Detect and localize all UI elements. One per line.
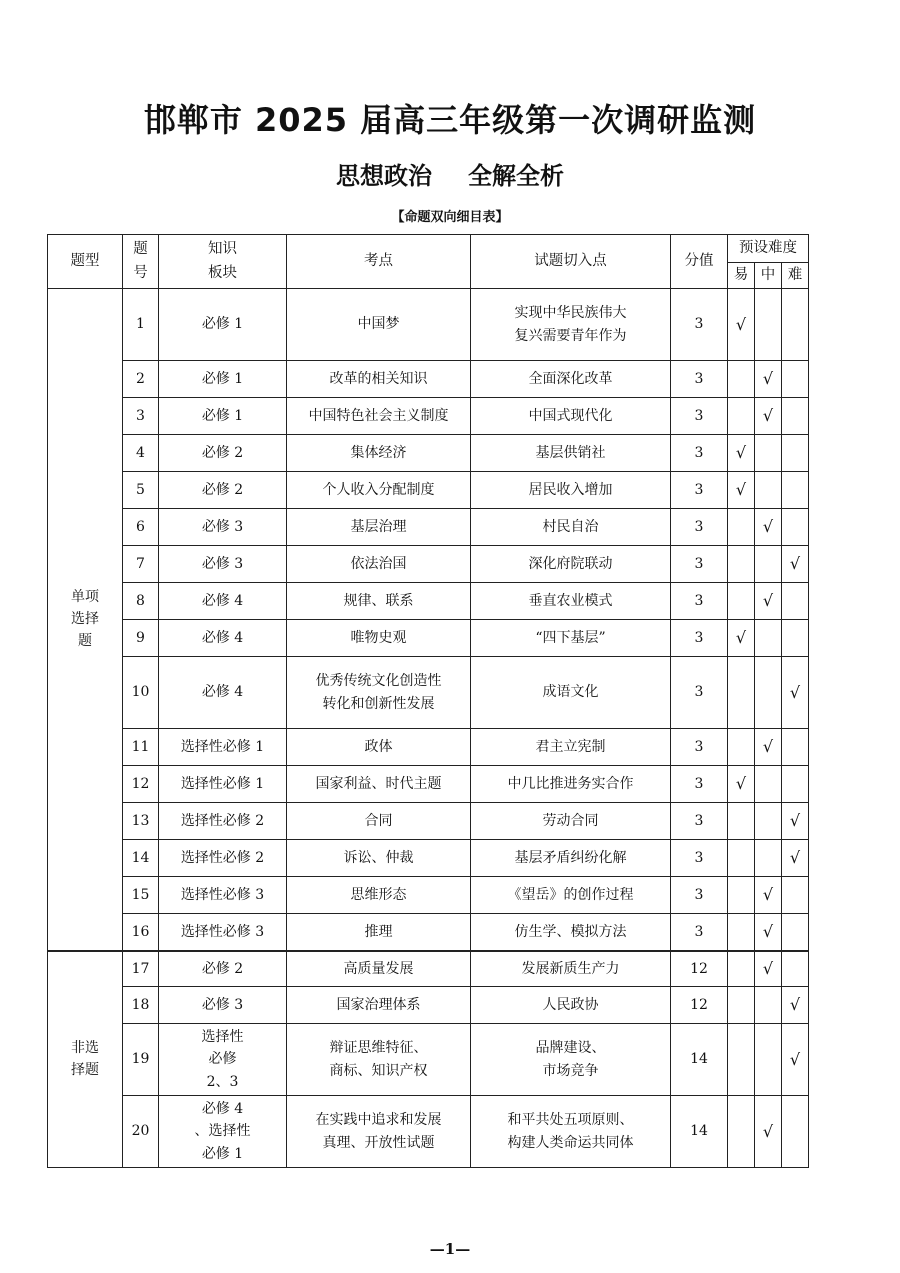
exam-point-cell: 国家利益、时代主题	[287, 766, 471, 803]
question-number-cell: 2	[123, 361, 159, 398]
table-row	[48, 914, 809, 951]
entry-point-cell: 中国式现代化	[471, 398, 671, 435]
difficulty-medium-cell	[755, 546, 782, 583]
question-number-cell: 1	[123, 289, 159, 361]
difficulty-hard-cell	[782, 472, 809, 509]
entry-point-cell: 成语文化	[471, 657, 671, 729]
entry-point-cell: “四下基层”	[471, 620, 671, 657]
knowledge-module-cell: 选择性 必修 2、3	[159, 1024, 287, 1096]
check-mark-icon: √	[789, 848, 801, 868]
table-row	[48, 361, 809, 398]
subject-name: 思想政治	[336, 162, 432, 190]
question-number-cell: 12	[123, 766, 159, 803]
knowledge-module-cell: 必修 4 、选择性 必修 1	[159, 1096, 287, 1168]
score-cell: 3	[671, 546, 728, 583]
difficulty-medium-cell	[755, 914, 782, 951]
difficulty-medium-cell	[755, 951, 782, 987]
exam-point-cell: 诉讼、仲裁	[287, 840, 471, 877]
header-type: 题型	[48, 235, 123, 289]
knowledge-module-cell: 选择性必修 1	[159, 729, 287, 766]
knowledge-module-cell: 必修 4	[159, 657, 287, 729]
knowledge-module-cell: 必修 1	[159, 361, 287, 398]
difficulty-medium-cell	[755, 877, 782, 914]
difficulty-hard-cell	[782, 620, 809, 657]
knowledge-module-cell: 必修 3	[159, 546, 287, 583]
difficulty-easy-cell	[728, 1096, 755, 1168]
difficulty-hard-cell	[782, 546, 809, 583]
score-cell: 3	[671, 803, 728, 840]
difficulty-easy-cell	[728, 1024, 755, 1096]
exam-point-cell: 中国梦	[287, 289, 471, 361]
check-mark-icon: √	[735, 480, 747, 500]
knowledge-module-cell: 必修 4	[159, 620, 287, 657]
score-cell: 3	[671, 289, 728, 361]
knowledge-module-cell: 必修 4	[159, 583, 287, 620]
entry-point-cell: 深化府院联动	[471, 546, 671, 583]
check-mark-icon: √	[789, 995, 801, 1015]
score-cell: 14	[671, 1024, 728, 1096]
table-row	[48, 803, 809, 840]
check-mark-icon: √	[789, 682, 801, 702]
knowledge-module-cell: 必修 3	[159, 509, 287, 546]
question-number-cell: 19	[123, 1024, 159, 1096]
question-number-cell: 7	[123, 546, 159, 583]
difficulty-hard-cell	[782, 435, 809, 472]
difficulty-hard-cell	[782, 951, 809, 987]
difficulty-medium-cell	[755, 398, 782, 435]
difficulty-hard-cell	[782, 361, 809, 398]
specification-table	[47, 234, 809, 1168]
difficulty-hard-cell	[782, 877, 809, 914]
difficulty-hard-cell	[782, 657, 809, 729]
score-cell: 3	[671, 509, 728, 546]
difficulty-medium-cell	[755, 766, 782, 803]
question-number-cell: 3	[123, 398, 159, 435]
score-cell: 3	[671, 729, 728, 766]
entry-point-cell: 劳动合同	[471, 803, 671, 840]
entry-point-cell: 全面深化改革	[471, 361, 671, 398]
table-row	[48, 620, 809, 657]
page-number: —1—	[429, 1240, 471, 1258]
exam-point-cell: 思维形态	[287, 877, 471, 914]
difficulty-medium-cell	[755, 729, 782, 766]
knowledge-module-cell: 必修 2	[159, 435, 287, 472]
entry-point-cell: 君主立宪制	[471, 729, 671, 766]
header-hard: 难	[782, 263, 809, 289]
check-mark-icon: √	[735, 314, 747, 334]
difficulty-medium-cell	[755, 1024, 782, 1096]
score-cell: 3	[671, 766, 728, 803]
score-cell: 3	[671, 657, 728, 729]
entry-point-cell: 《望岳》的创作过程	[471, 877, 671, 914]
question-number-cell: 8	[123, 583, 159, 620]
header-medium: 中	[755, 263, 782, 289]
exam-point-cell: 政体	[287, 729, 471, 766]
difficulty-easy-cell	[728, 620, 755, 657]
table-row	[48, 1024, 809, 1096]
difficulty-easy-cell	[728, 951, 755, 987]
difficulty-easy-cell	[728, 657, 755, 729]
exam-point-cell: 高质量发展	[287, 951, 471, 987]
header-number: 题 号	[123, 235, 159, 289]
header-point: 考点	[287, 235, 471, 289]
table-row	[48, 840, 809, 877]
header-difficulty: 预设难度	[728, 235, 809, 263]
difficulty-easy-cell	[728, 361, 755, 398]
exam-point-cell: 辩证思维特征、 商标、知识产权	[287, 1024, 471, 1096]
check-mark-icon: √	[762, 885, 774, 905]
check-mark-icon: √	[762, 406, 774, 426]
question-number-cell: 15	[123, 877, 159, 914]
score-cell: 3	[671, 472, 728, 509]
check-mark-icon: √	[762, 737, 774, 757]
score-cell: 3	[671, 914, 728, 951]
exam-point-cell: 规律、联系	[287, 583, 471, 620]
question-number-cell: 18	[123, 987, 159, 1024]
entry-point-cell: 垂直农业模式	[471, 583, 671, 620]
question-number-cell: 14	[123, 840, 159, 877]
difficulty-hard-cell	[782, 398, 809, 435]
exam-point-cell: 合同	[287, 803, 471, 840]
entry-point-cell: 实现中华民族伟大 复兴需要青年作为	[471, 289, 671, 361]
table-row	[48, 987, 809, 1024]
score-cell: 12	[671, 951, 728, 987]
entry-point-cell: 基层供销社	[471, 435, 671, 472]
question-type-cell: 单项 选择 题	[48, 289, 123, 951]
knowledge-module-cell: 选择性必修 2	[159, 803, 287, 840]
difficulty-easy-cell	[728, 472, 755, 509]
table-row	[48, 546, 809, 583]
difficulty-hard-cell	[782, 766, 809, 803]
table-row	[48, 951, 809, 987]
knowledge-module-cell: 选择性必修 2	[159, 840, 287, 877]
difficulty-medium-cell	[755, 361, 782, 398]
table-row	[48, 877, 809, 914]
exam-point-cell: 集体经济	[287, 435, 471, 472]
difficulty-hard-cell	[782, 1024, 809, 1096]
table-row	[48, 729, 809, 766]
check-mark-icon: √	[735, 628, 747, 648]
difficulty-hard-cell	[782, 803, 809, 840]
check-mark-icon: √	[762, 1121, 774, 1141]
difficulty-hard-cell	[782, 1096, 809, 1168]
question-type-cell: 非选 择题	[48, 951, 123, 1168]
difficulty-easy-cell	[728, 398, 755, 435]
check-mark-icon: √	[789, 811, 801, 831]
exam-point-cell: 国家治理体系	[287, 987, 471, 1024]
difficulty-medium-cell	[755, 289, 782, 361]
entry-point-cell: 村民自治	[471, 509, 671, 546]
knowledge-module-cell: 必修 1	[159, 289, 287, 361]
header-entry: 试题切入点	[471, 235, 671, 289]
score-cell: 3	[671, 840, 728, 877]
score-cell: 3	[671, 398, 728, 435]
exam-point-cell: 改革的相关知识	[287, 361, 471, 398]
check-mark-icon: √	[762, 958, 774, 978]
difficulty-easy-cell	[728, 729, 755, 766]
difficulty-easy-cell	[728, 914, 755, 951]
table-row	[48, 509, 809, 546]
check-mark-icon: √	[762, 517, 774, 537]
question-number-cell: 9	[123, 620, 159, 657]
table-row	[48, 398, 809, 435]
difficulty-easy-cell	[728, 509, 755, 546]
difficulty-easy-cell	[728, 766, 755, 803]
question-number-cell: 17	[123, 951, 159, 987]
score-cell: 3	[671, 877, 728, 914]
score-cell: 3	[671, 361, 728, 398]
knowledge-module-cell: 必修 3	[159, 987, 287, 1024]
check-mark-icon: √	[735, 443, 747, 463]
check-mark-icon: √	[735, 774, 747, 794]
knowledge-module-cell: 必修 2	[159, 472, 287, 509]
table-row	[48, 1096, 809, 1168]
score-cell: 3	[671, 620, 728, 657]
question-number-cell: 6	[123, 509, 159, 546]
difficulty-medium-cell	[755, 509, 782, 546]
difficulty-medium-cell	[755, 620, 782, 657]
entry-point-cell: 和平共处五项原则、 构建人类命运共同体	[471, 1096, 671, 1168]
difficulty-easy-cell	[728, 803, 755, 840]
table-row	[48, 289, 809, 361]
subtitle-tag: 全解全析	[468, 162, 564, 190]
question-number-cell: 10	[123, 657, 159, 729]
knowledge-module-cell: 选择性必修 3	[159, 914, 287, 951]
header-easy: 易	[728, 263, 755, 289]
difficulty-medium-cell	[755, 1096, 782, 1168]
difficulty-hard-cell	[782, 914, 809, 951]
check-mark-icon: √	[762, 369, 774, 389]
entry-point-cell: 发展新质生产力	[471, 951, 671, 987]
difficulty-hard-cell	[782, 289, 809, 361]
difficulty-medium-cell	[755, 583, 782, 620]
difficulty-medium-cell	[755, 435, 782, 472]
score-cell: 3	[671, 435, 728, 472]
table-row	[48, 766, 809, 803]
difficulty-easy-cell	[728, 435, 755, 472]
question-number-cell: 16	[123, 914, 159, 951]
difficulty-medium-cell	[755, 987, 782, 1024]
document-title: 邯郸市 2025 届高三年级第一次调研监测	[143, 101, 757, 139]
question-number-cell: 5	[123, 472, 159, 509]
difficulty-easy-cell	[728, 840, 755, 877]
table-caption: 【命题双向细目表】	[391, 210, 509, 225]
question-number-cell: 13	[123, 803, 159, 840]
knowledge-module-cell: 必修 1	[159, 398, 287, 435]
table-row	[48, 583, 809, 620]
knowledge-module-cell: 选择性必修 3	[159, 877, 287, 914]
difficulty-medium-cell	[755, 840, 782, 877]
difficulty-hard-cell	[782, 509, 809, 546]
knowledge-module-cell: 选择性必修 1	[159, 766, 287, 803]
check-mark-icon: √	[762, 921, 774, 941]
knowledge-module-cell: 必修 2	[159, 951, 287, 987]
entry-point-cell: 品牌建设、 市场竞争	[471, 1024, 671, 1096]
document-subtitle	[0, 156, 900, 191]
table-row	[48, 657, 809, 729]
check-mark-icon: √	[789, 1049, 801, 1069]
score-cell: 14	[671, 1096, 728, 1168]
exam-point-cell: 唯物史观	[287, 620, 471, 657]
question-number-cell: 4	[123, 435, 159, 472]
exam-point-cell: 在实践中追求和发展 真理、开放性试题	[287, 1096, 471, 1168]
score-cell: 3	[671, 583, 728, 620]
exam-point-cell: 个人收入分配制度	[287, 472, 471, 509]
difficulty-medium-cell	[755, 803, 782, 840]
exam-point-cell: 优秀传统文化创造性 转化和创新性发展	[287, 657, 471, 729]
difficulty-easy-cell	[728, 546, 755, 583]
header-score: 分值	[671, 235, 728, 289]
table-row	[48, 472, 809, 509]
question-number-cell: 20	[123, 1096, 159, 1168]
difficulty-hard-cell	[782, 987, 809, 1024]
question-number-cell: 11	[123, 729, 159, 766]
entry-point-cell: 居民收入增加	[471, 472, 671, 509]
exam-point-cell: 中国特色社会主义制度	[287, 398, 471, 435]
header-module: 知识 板块	[159, 235, 287, 289]
exam-point-cell: 基层治理	[287, 509, 471, 546]
table-row	[48, 435, 809, 472]
difficulty-hard-cell	[782, 840, 809, 877]
difficulty-medium-cell	[755, 657, 782, 729]
difficulty-easy-cell	[728, 289, 755, 361]
difficulty-easy-cell	[728, 583, 755, 620]
difficulty-medium-cell	[755, 472, 782, 509]
check-mark-icon: √	[789, 554, 801, 574]
difficulty-easy-cell	[728, 987, 755, 1024]
exam-point-cell: 推理	[287, 914, 471, 951]
entry-point-cell: 人民政协	[471, 987, 671, 1024]
difficulty-hard-cell	[782, 583, 809, 620]
difficulty-easy-cell	[728, 877, 755, 914]
exam-point-cell: 依法治国	[287, 546, 471, 583]
difficulty-hard-cell	[782, 729, 809, 766]
entry-point-cell: 中几比推进务实合作	[471, 766, 671, 803]
entry-point-cell: 仿生学、模拟方法	[471, 914, 671, 951]
entry-point-cell: 基层矛盾纠纷化解	[471, 840, 671, 877]
check-mark-icon: √	[762, 591, 774, 611]
score-cell: 12	[671, 987, 728, 1024]
